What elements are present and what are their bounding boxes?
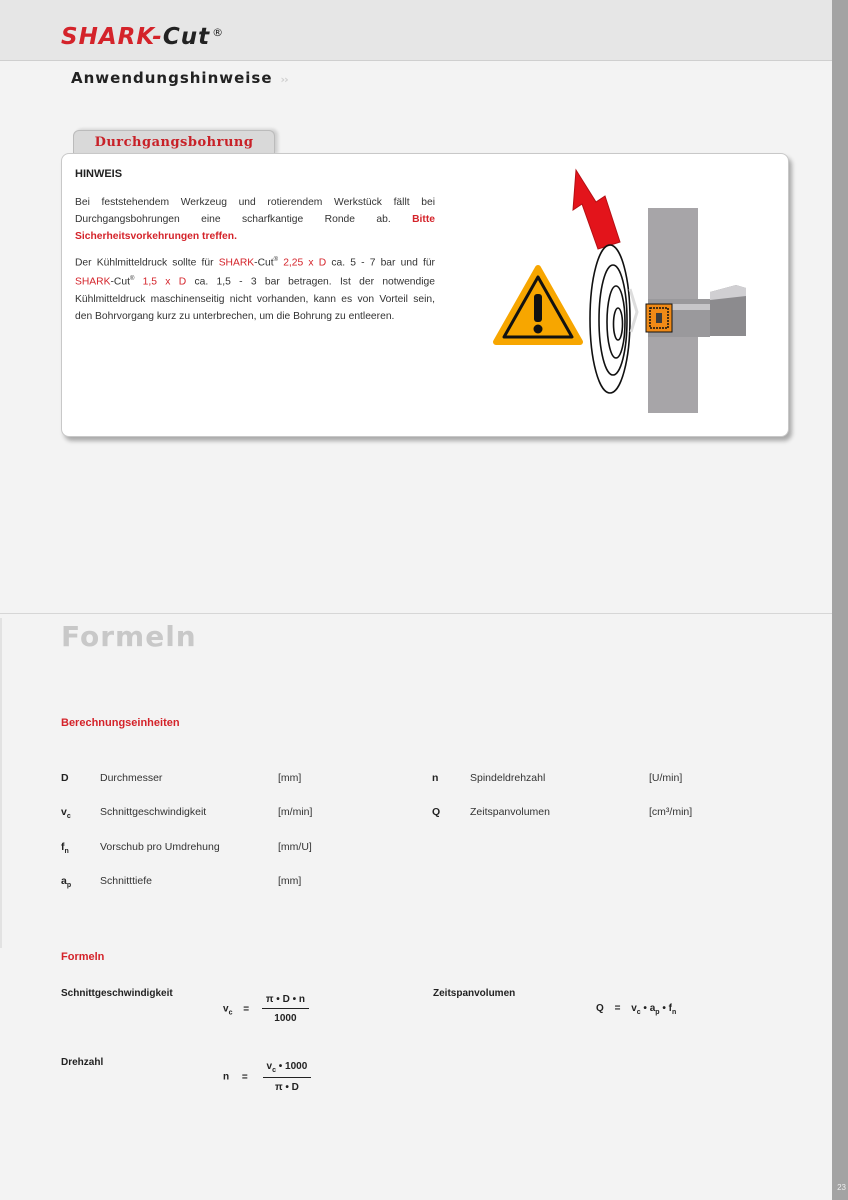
section-divider: [0, 613, 832, 614]
chevron-right-icon: ››: [280, 73, 288, 86]
drilling-illustration: [492, 164, 782, 429]
shark-cut-logo: SHARK-Cut ®: [61, 24, 225, 50]
warning-triangle-icon: [496, 268, 580, 342]
formeln-heading: Formeln: [61, 620, 197, 653]
tab-durchgangsbohrung: Durchgangsbohrung: [73, 130, 275, 155]
units-heading: Berechnungseinheiten: [61, 717, 180, 729]
formula-label-schnittgeschwindigkeit: Schnittgeschwindigkeit: [61, 988, 173, 999]
formula-cutting-speed: $v_c$ = $\frac{\pi • D • n}{1000}$: [223, 994, 309, 1024]
hinweis-body: [75, 194, 435, 332]
formula-label-zeitspanvolumen: Zeitspanvolumen: [433, 988, 516, 999]
formula-spindle-speed: n = $\frac{v_c • 1000}{\pi • D}$: [223, 1061, 311, 1093]
spiral-chip-icon: [590, 245, 630, 393]
right-edge-bar: [832, 0, 848, 1200]
page-number: 23: [837, 1183, 846, 1192]
hinweis-panel: [61, 153, 789, 437]
formula-label-drehzahl: Drehzahl: [61, 1057, 104, 1068]
arrow-up-icon: [573, 170, 620, 249]
hinweis-paragraph-2: Der Kühlmitteldruck sollte für SHARK-Cut® 2,25 x D ca. 5 - 7 bar und für SHARK-Cut® 1,5 x D ca. 1,5 - 3 bar betragen. Ist der notwendige Kühlmitteldruck maschinenseitig nicht vorhanden, kann es von Vorteil sein, den Bohrvorgang kurz zu unterbrechen, um die Bohrung zu entleeren.: [75, 257, 435, 322]
formula-chip-volume: $Q = v_c$ • $a_p$ • $f_n$: [596, 1003, 677, 1016]
side-line: [0, 618, 2, 948]
hinweis-paragraph-1: Bei feststehendem Werkzeug und rotierendem Werkstück fällt bei Durchgangsbohrungen eine scharfkantige Ronde ab. Bitte Sicherheitsvorkehrungen treffen.: [75, 197, 435, 242]
section-title: Anwendungshinweise ››: [71, 69, 288, 87]
hinweis-title: HINWEIS: [75, 168, 123, 180]
formulas-heading: Formeln: [61, 951, 105, 963]
safety-warning-text: Bitte Sicherheitsvorkehrungen treffen.: [75, 214, 435, 242]
